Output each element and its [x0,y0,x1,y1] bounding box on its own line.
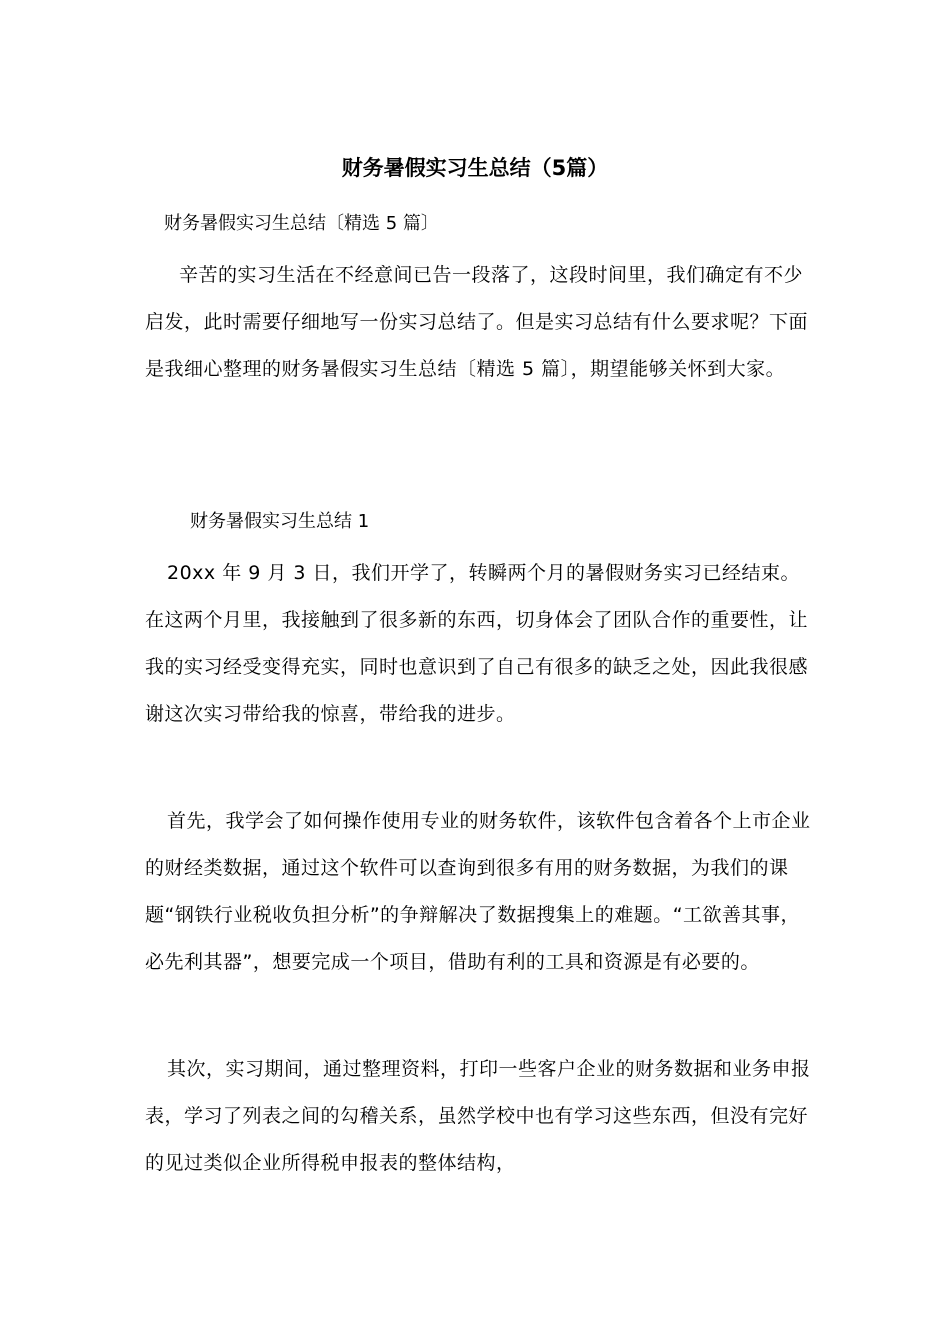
body-paragraph: 首先，我学会了如何操作使用专业的财务软件，该软件包含着各个上市企业的财经类数据，通过这个软件可以查询到很多有用的财务数据，为我们的课题“钢铁行业税收负担分析”的争辩解决了数据搜集上的难题。“工欲善其事，必先利其器”，想要完成一个项目，借助有利的工具和资源是有必要的。 [145,810,811,973]
body-paragraph: 其次，实习期间，通过整理资料，打印一些客户企业的财务数据和业务申报表，学习了列表之间的勾稽关系，虽然学校中也有学习这些东西，但没有完好的见过类似企业所得税申报表的整体结构， [145,1058,811,1174]
section-heading: 财务暑假实习生总结 1 [190,511,370,532]
body-paragraph: 20xx 年 9 月 3 日，我们开学了，转瞬两个月的暑假财务实习已经结束。在这两个月里，我接触到了很多新的东西，切身体会了团队合作的重要性，让我的实习经受变得充实，同时也意识到了自己有很多的缺乏之处，因此我很感谢这次实习带给我的惊喜，带给我的进步。 [145,562,809,725]
intro-paragraph: 辛苦的实习生活在不经意间已告一段落了，这段时间里，我们确定有不少启发，此时需要仔细地写一份实习总结了。但是实习总结有什么要求呢？下面是我细心整理的财务暑假实习生总结〔精选 5 篇〕，期望能够关怀到大家。 [145,264,809,380]
document-subtitle: 财务暑假实习生总结〔精选 5 篇〕 [164,213,439,234]
document-title: 财务暑假实习生总结（5篇） [341,156,609,180]
